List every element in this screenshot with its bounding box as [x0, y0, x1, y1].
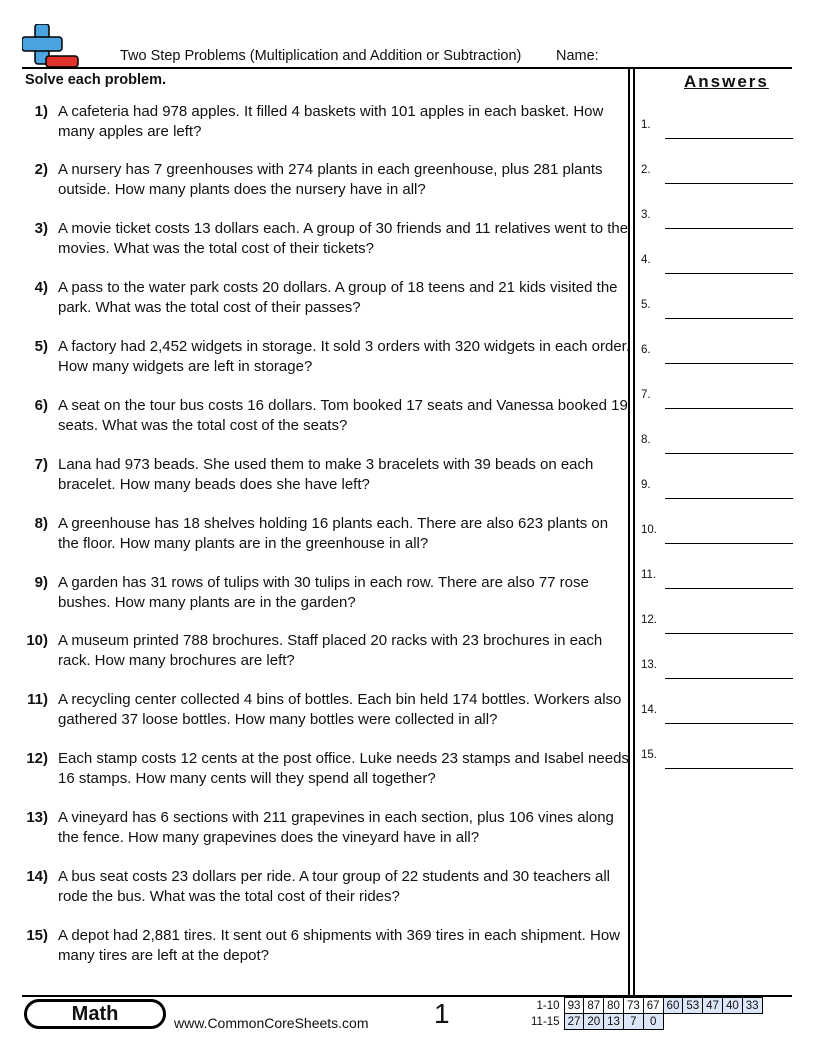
problem-text: A vineyard has 6 sections with 211 grapevines in each section, plus 106 vines along the fence. How many grapevines does the vineyard have in all? [58, 809, 614, 846]
score-cell: 93 [564, 998, 584, 1014]
score-row [528, 1014, 762, 1030]
score-cell: 80 [604, 998, 624, 1014]
problem-text: A pass to the water park costs 20 dollars. A group of 18 teens and 21 kids visited the park. What was the total cost of their passes? [58, 279, 618, 316]
score-cell: 47 [703, 998, 723, 1014]
answer-line [665, 723, 793, 724]
score-cell: 73 [623, 998, 643, 1014]
answer-number: 11. [641, 569, 657, 581]
score-table [528, 997, 763, 1030]
column-divider [633, 68, 635, 996]
instructions: Solve each problem. [25, 72, 167, 88]
problem-text: A movie ticket costs 13 dollars each. A group of 30 friends and 11 relatives went to the movies. What was the total cost of their tickets? [58, 220, 629, 257]
answer-blank[interactable] [641, 524, 793, 544]
problem-number: 11) [27, 691, 48, 708]
score-cell: 0 [643, 1014, 663, 1030]
answer-blank[interactable] [641, 254, 793, 274]
answer-blank[interactable] [641, 434, 793, 454]
subject-badge: Math [24, 999, 166, 1029]
answer-blank[interactable] [641, 569, 793, 589]
problem-number: 4) [34, 279, 48, 296]
name-label: Name: [556, 48, 599, 64]
answer-line [665, 138, 793, 139]
site-url: www.CommonCoreSheets.com [174, 1015, 369, 1031]
answers-title: Answers [684, 72, 769, 91]
problem-number: 14) [26, 868, 48, 885]
answer-line [665, 228, 793, 229]
answer-blank[interactable] [641, 164, 793, 184]
problem-number: 6) [34, 397, 48, 414]
score-cell: 40 [722, 998, 742, 1014]
header-rule [22, 67, 792, 69]
problem-text: A factory had 2,452 widgets in storage. It sold 3 orders with 320 widgets in each order. How many widgets are left in storage? [58, 338, 630, 375]
answer-number: 9. [641, 479, 651, 491]
answer-number: 1. [641, 119, 651, 131]
answer-line [665, 408, 793, 409]
problem-text: A seat on the tour bus costs 16 dollars. Tom booked 17 seats and Vanessa booked 19 seats. What was the total cost of the seats? [58, 397, 628, 434]
answer-number: 8. [641, 434, 651, 446]
answer-line [665, 678, 793, 679]
answer-blank[interactable] [641, 299, 793, 319]
answer-blank[interactable] [641, 479, 793, 499]
page-number: 1 [434, 998, 450, 1029]
problem-number: 9) [34, 574, 48, 591]
score-range-label: 11-15 [531, 1015, 560, 1028]
problem-number: 13) [26, 809, 48, 826]
score-cell: 7 [623, 1014, 643, 1030]
answer-blank[interactable] [641, 389, 793, 409]
answer-number: 5. [641, 299, 651, 311]
answer-number: 12. [641, 614, 657, 626]
answer-number: 2. [641, 164, 651, 176]
answer-blank[interactable] [641, 119, 793, 139]
problem-number: 3) [34, 220, 48, 237]
problem-number: 10) [26, 632, 48, 649]
answer-blank[interactable] [641, 704, 793, 724]
score-cell: 20 [584, 1014, 604, 1030]
problem-text: A museum printed 788 brochures. Staff placed 20 racks with 23 brochures in each rack. How many brochures are left? [58, 632, 603, 669]
answer-number: 13. [641, 659, 657, 671]
answer-number: 6. [641, 344, 651, 356]
answer-number: 7. [641, 389, 651, 401]
score-cell: 33 [742, 998, 762, 1014]
problem-text: A garden has 31 rows of tulips with 30 tulips in each row. There are also 77 rose bushes. How many plants are in the garden? [58, 574, 589, 611]
answer-line [665, 633, 793, 634]
answer-line [665, 498, 793, 499]
problem-number: 12) [26, 750, 48, 767]
score-range-label: 1-10 [536, 999, 560, 1012]
problem-text: A recycling center collected 4 bins of bottles. Each bin held 174 bottles. Workers also gathered 37 loose bottles. How many bottles were collected in all? [58, 691, 622, 728]
answer-number: 14. [641, 704, 657, 716]
problem-text: A cafeteria had 978 apples. It filled 4 baskets with 101 apples in each basket. How many apples are left? [58, 103, 604, 140]
problem-text: A depot had 2,881 tires. It sent out 6 shipments with 369 tires in each shipment. How many tires are left at the depot? [58, 927, 620, 964]
problem-number: 8) [34, 515, 48, 532]
problem-text: Each stamp costs 12 cents at the post office. Luke needs 23 stamps and Isabel needs 16 stamps. How many cents will they spend all together? [58, 750, 629, 787]
answer-number: 10. [641, 524, 657, 536]
score-cell: 67 [643, 998, 663, 1014]
score-cell: 53 [683, 998, 703, 1014]
problem-number: 2) [34, 161, 48, 178]
answer-number: 4. [641, 254, 651, 266]
answer-line [665, 318, 793, 319]
score-cell: 13 [604, 1014, 624, 1030]
answer-blank[interactable] [641, 749, 793, 769]
score-row [528, 998, 762, 1014]
problem-number: 7) [34, 456, 48, 473]
answer-blank[interactable] [641, 344, 793, 364]
answer-line [665, 543, 793, 544]
problem-text: A nursery has 7 greenhouses with 274 plants in each greenhouse, plus 281 plants outside. How many plants does the nursery have in all? [58, 161, 603, 198]
problem-text: Lana had 973 beads. She used them to make 3 bracelets with 39 beads on each bracelet. How many beads does she have left? [58, 456, 594, 493]
worksheet-title: Two Step Problems (Multiplication and Addition or Subtraction) [120, 48, 522, 64]
problem-number: 5) [34, 338, 48, 355]
answer-line [665, 768, 793, 769]
answer-line [665, 273, 793, 274]
problem-text: A bus seat costs 23 dollars per ride. A tour group of 22 students and 30 teachers all rode the bus. What was the total cost of their rides? [58, 868, 611, 905]
answer-blank[interactable] [641, 614, 793, 634]
score-cell: 60 [663, 998, 683, 1014]
problem-text: A greenhouse has 18 shelves holding 16 plants each. There are also 623 plants on the floor. How many plants are in the greenhouse in all? [58, 515, 609, 552]
plus-minus-logo-icon [22, 24, 80, 68]
answer-line [665, 363, 793, 364]
problem-number: 1) [34, 103, 48, 120]
score-cell: 27 [564, 1014, 584, 1030]
problem-number: 15) [26, 927, 48, 944]
answer-number: 15. [641, 749, 657, 761]
answer-line [665, 453, 793, 454]
answer-number: 3. [641, 209, 651, 221]
answer-line [665, 183, 793, 184]
answer-blank[interactable] [641, 209, 793, 229]
score-cell: 87 [584, 998, 604, 1014]
answer-line [665, 588, 793, 589]
answer-blank[interactable] [641, 659, 793, 679]
